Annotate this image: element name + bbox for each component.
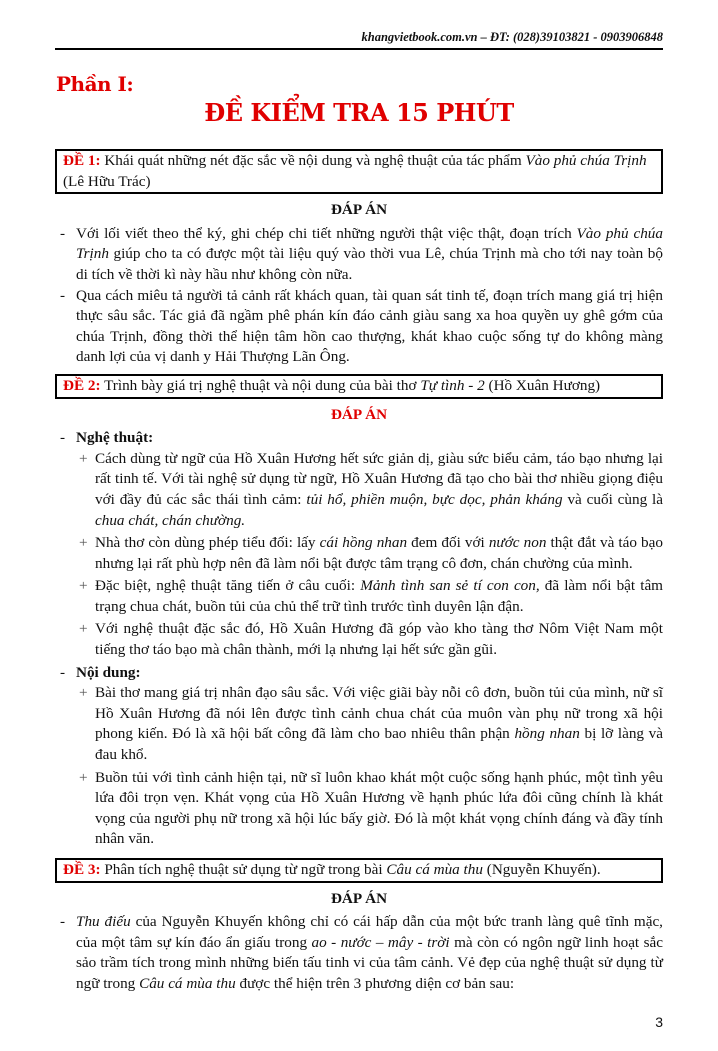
- text-segment: và cuối cùng là: [562, 490, 664, 508]
- bullet-item: [55, 912, 663, 994]
- question-label: ĐỀ 2:: [63, 376, 101, 394]
- sub-bullet-item: [55, 533, 663, 574]
- text-segment: mà còn có ngôn ngữ linh hoạt sắc sảo trầm tích trong mình những biến tấu tinh vi của tâm cảnh. Vẻ đẹp của nghệ thuật sử dụng từ ngữ trong: [76, 933, 663, 992]
- page-title: ĐỀ KIỂM TRA 15 PHÚT: [204, 98, 514, 127]
- text-segment: được thể hiện trên 3 phương diện cơ bản sau:: [235, 974, 515, 992]
- italic-text: tủi hổ, phiền muộn, bực dọc, phản kháng: [306, 490, 563, 508]
- answer-heading: ĐÁP ÁN: [330, 405, 388, 423]
- italic-text: ao - nước – mây - trời: [311, 933, 450, 951]
- text-segment: đem đối với: [407, 534, 489, 552]
- text-segment: Trình bày giá trị nghệ thuật và nội dung của bài thơ: [100, 376, 421, 394]
- text-segment: (Nguyễn Khuyến).: [482, 861, 601, 878]
- page-header: khangvietbook.com.vn – ĐT: (028)39103821 - 0903906848: [55, 30, 663, 50]
- text-segment: Phân tích nghệ thuật sử dụng từ ngữ trong bài: [100, 861, 387, 878]
- question-box-1: [55, 149, 663, 194]
- sub-bullet-item: [55, 768, 663, 850]
- text-segment: bị lỡ làng và đau khổ.: [95, 725, 664, 764]
- bullet-item: [55, 663, 663, 684]
- text-segment: (Hồ Xuân Hương): [484, 376, 601, 394]
- italic-text: Thu điếu: [76, 913, 131, 931]
- bullet-item: [55, 286, 663, 368]
- text-segment: Nhà thơ còn dùng phép tiểu đối: lấy: [95, 534, 320, 552]
- italic-text: chua chát, chán chường.: [95, 511, 246, 529]
- italic-text: Vào phủ chúa Trịnh: [76, 224, 663, 263]
- answer-heading: ĐÁP ÁN: [330, 201, 388, 219]
- text-segment: Với lối viết theo thể ký, ghi chép chi tiết những người thật việc thật, đoạn trích: [76, 224, 577, 242]
- italic-text: Vào phủ chúa Trịnh: [525, 152, 647, 169]
- text-segment: Nghệ thuật:: [76, 429, 154, 447]
- sub-bullet-item: [55, 576, 663, 617]
- italic-text: Câu cá mùa thu: [386, 861, 483, 878]
- italic-text: Tự tình - 2: [420, 376, 485, 394]
- italic-text: nước non: [488, 534, 547, 552]
- text-segment: Khái quát những nét đặc sắc về nội dung và nghệ thuật của tác phẩm: [100, 152, 526, 169]
- text-segment: (Lê Hữu Trác): [63, 172, 151, 190]
- document-body: [55, 149, 663, 995]
- page-body-wrapper: [55, 149, 663, 1051]
- text-segment: Đặc biệt, nghệ thuật tăng tiến ở câu cuối:: [95, 577, 361, 595]
- bullet-item: [55, 224, 663, 286]
- question-label: ĐỀ 1:: [63, 152, 101, 169]
- text-segment: đã làm nổi bật tâm trạng chua chát, buồn tủi của chủ thể trữ tình trước tình duyên lận đận.: [95, 577, 664, 615]
- italic-text: Câu cá mùa thu: [139, 974, 236, 992]
- text-segment: của Nguyễn Khuyến không chỉ có cái hấp dẫn của một bức tranh làng quê tĩnh mặc, của một tâm sự kín đáo ẩn giấu trong: [76, 913, 663, 951]
- text-segment: Với nghệ thuật đặc sắc đó, Hồ Xuân Hương đã góp vào kho tàng thơ Nôm Việt Nam một tiếng thơ táo bạo mà chân thành, mới lạ nhưng lại hết sức gần gũi.: [95, 620, 663, 659]
- sub-bullet-item: [55, 683, 663, 765]
- text-segment: Buồn tủi với tình cảnh hiện tại, nữ sĩ luôn khao khát một cuộc sống hạnh phúc, một tình yêu lứa đôi trọn vẹn. Khát vọng của Hồ Xuân Hương về hạnh phúc lứa đôi cũng chính là khát vọng của người phụ nữ trong xã hội lúc bấy giờ. Đó là một khát vọng chính đáng và đầy tính nhân văn.: [95, 768, 663, 848]
- sub-bullet-item: [55, 619, 663, 660]
- question-box-2: [55, 374, 663, 399]
- question-box-3: [55, 858, 663, 883]
- text-segment: giúp cho ta có được một tài liệu quý vào thời vua Lê, chúa Trịnh mà cho tới nay toàn bộ di tích về thời kì này hầu như không còn nữa.: [76, 245, 663, 283]
- part-label: Phần I:: [56, 72, 134, 96]
- italic-text: hồng nhan: [514, 725, 580, 743]
- sub-bullet-item: [55, 449, 663, 531]
- text-segment: Bài thơ mang giá trị nhân đạo sâu sắc. Với việc giãi bày nỗi cô đơn, buồn tủi của mình, nữ sĩ Hồ Xuân Hương đã nói lên được tình cảnh chua chát của muôn vàn phụ nữ trong xã hội phong kiến. Đó là xã hội bất công đã làm cho bao nhiêu thân phận: [95, 684, 663, 743]
- text-segment: Cách dùng từ ngữ của Hồ Xuân Hương hết sức giản dị, giàu sức biểu cảm, táo bạo nhưng lại rất tinh tế. Với tài nghệ sử dụng từ ngữ, Hồ Xuân Hương đã tạo cho bài thơ nhiều giọng điệu với đầy đủ các sắc thái tình cảm:: [95, 449, 663, 508]
- italic-text: Mảnh tình san sẻ tí con con,: [360, 577, 540, 595]
- italic-text: cái hồng nhan: [319, 534, 408, 552]
- question-label: ĐỀ 3:: [63, 861, 101, 878]
- text-segment: Nội dung:: [76, 663, 141, 681]
- page-number: 3: [655, 1013, 663, 1030]
- bullet-item: [55, 428, 663, 449]
- answer-heading: ĐÁP ÁN: [330, 889, 388, 907]
- text-segment: Qua cách miêu tả người tả cảnh rất khách quan, tài quan sát tinh tế, đoạn trích mang giá trị hiện thực sâu sắc. Tác giả đã ngầm phê phán kín đáo cảnh giàu sang xa hoa quyền uy ghê gớm của chúa Trịnh, đồng thời thể hiện tâm hồn cao thượng, khát khao cuộc sống tự do không màng danh lợi của vị danh y Hải Thượng Lãn Ông.: [76, 286, 663, 366]
- text-segment: thật đắt và táo bạo nhưng lại rất phù hợp nên đã làm nổi bật được tâm trạng cô đơn, chán chường của mình.: [95, 534, 663, 572]
